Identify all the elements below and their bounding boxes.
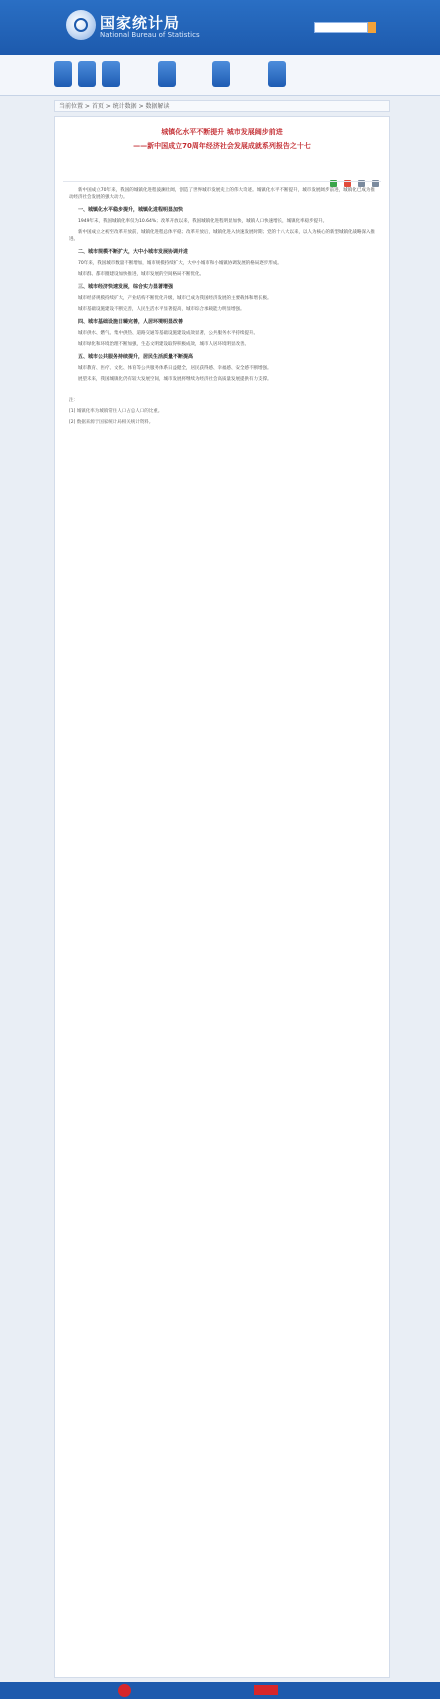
paragraph: 城市绿化和环境治理不断加强，生态文明建设取得积极成效，城市人居环境明显改善。 xyxy=(78,342,249,347)
section-heading: 二、城市规模不断扩大，大中小城市发展协调并进 xyxy=(78,249,189,255)
main-nav xyxy=(0,55,440,96)
search-button[interactable] xyxy=(368,22,376,33)
paragraph: 城市群、都市圈建设加快推进，城市发展的空间格局不断优化。 xyxy=(78,272,204,277)
breadcrumb: 当前位置 > 首页 > 统计数据 > 数据解读 xyxy=(54,100,390,112)
section-heading: 四、城市基础设施日臻完善，人居环境明显改善 xyxy=(78,319,184,325)
nav-item-2[interactable] xyxy=(78,61,96,87)
site-name-en: National Bureau of Statistics xyxy=(100,31,200,39)
notes xyxy=(69,397,375,426)
paragraph: 城市教育、医疗、文化、体育等公共服务体系日益健全，居民获得感、幸福感、安全感不断增强。 xyxy=(78,366,272,371)
title-divider xyxy=(63,181,381,182)
section-heading: 一、城镇化水平稳步提升，城镇化进程明显加快 xyxy=(78,207,184,213)
nav-item-1[interactable] xyxy=(54,61,72,87)
paragraph: 1949年末，我国城镇化率仅为10.64%；改革开放以来，我国城镇化进程明显加快，城镇人口快速增长，城镇化率稳步提升。 xyxy=(78,219,328,224)
site-footer xyxy=(0,1682,440,1699)
section-heading: 五、城市公共服务持续提升，居民生活质量不断提高 xyxy=(78,354,194,360)
party-emblem-icon xyxy=(118,1684,131,1697)
section-heading: 三、城市经济快速发展，综合实力显著增强 xyxy=(78,284,174,290)
note-item: [1] 城镇化率为城镇常住人口占总人口的比重。 xyxy=(69,409,163,414)
paragraph: 70年来，我国城市数量不断增加，城市规模持续扩大，大中小城市和小城镇协调发展的格局逐步形成。 xyxy=(78,261,282,266)
nav-item-6[interactable] xyxy=(268,61,286,87)
search-input[interactable] xyxy=(314,22,368,33)
article-body xyxy=(69,187,375,430)
site-header xyxy=(0,0,440,55)
national-emblem-icon xyxy=(66,10,96,40)
nav-item-3[interactable] xyxy=(102,61,120,87)
article-title-line2: ——新中国成立70周年经济社会发展成就系列报告之十七 xyxy=(133,142,311,150)
paragraph: 新中国成立70年来，我国的城镇化进程波澜壮阔，创造了世界城市发展史上的伟大奇迹。城镇化水平不断提升，城市发展阔步前进，城镇化已成为推动经济社会发展的强大动力。 xyxy=(69,188,375,200)
paragraph: 城市供水、燃气、集中供热、道路交通等基础设施建设成效显著，公共服务水平持续提升。 xyxy=(78,331,258,336)
nav-item-5[interactable] xyxy=(212,61,230,87)
nav-item-4[interactable] xyxy=(158,61,176,87)
notes-label: 注： xyxy=(69,398,78,403)
paragraph: 新中国成立之初至改革开放前，城镇化进程总体平稳；改革开放后，城镇化进入快速发展时期；党的十八大以来，以人为核心的新型城镇化战略深入推进。 xyxy=(69,230,375,242)
government-badge[interactable] xyxy=(254,1685,278,1695)
article-title-line1: 城镇化水平不断提升 城市发展阔步前进 xyxy=(161,128,283,136)
site-name-cn: 国家统计局 xyxy=(100,14,181,32)
paragraph: 展望未来，我国城镇化仍有较大发展空间，城市发展将继续为经济社会高质量发展提供有力支撑。 xyxy=(78,377,272,382)
note-item: [2] 数据来源于国家统计局相关统计资料。 xyxy=(69,420,154,425)
article-panel xyxy=(54,116,390,1678)
paragraph: 城市经济规模持续扩大，产业结构不断优化升级，城市已成为我国经济发展的主要载体和增长极。 xyxy=(78,296,272,301)
paragraph: 城市基础设施建设不断完善，人民生活水平显著提高，城市综合承载能力明显增强。 xyxy=(78,307,245,312)
